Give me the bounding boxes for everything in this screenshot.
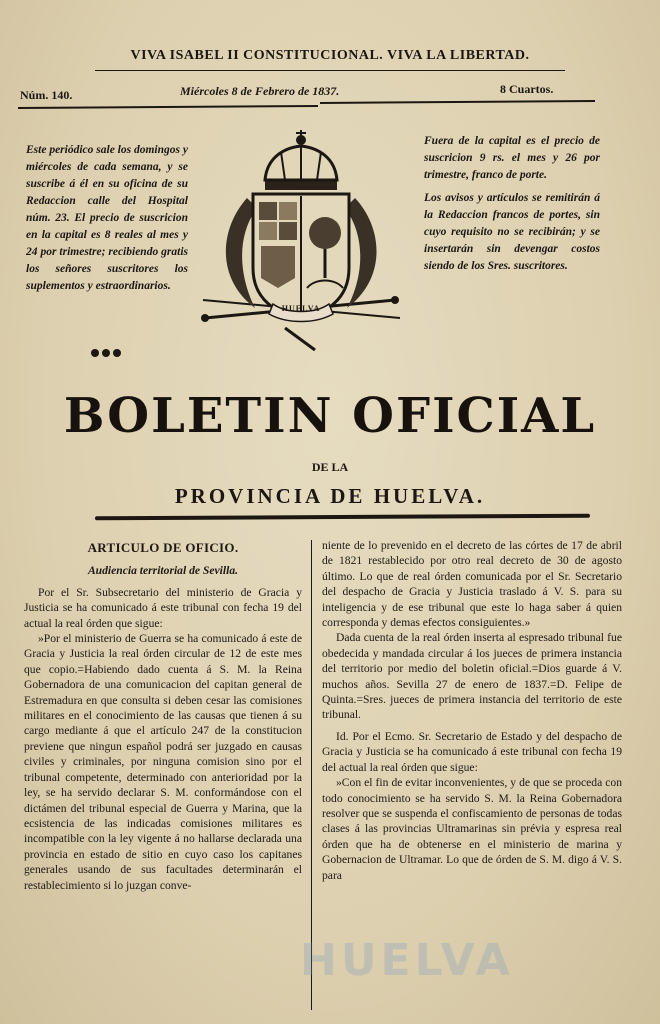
right-paragraph-4: »Con el fin de evitar inconvenientes, y de que se proceda con todo conocimiento se ha servido S. M. la Reina Gobernadora resolver que se suspenda el confiscamiento de personas de todas clases á las provincias Ultramarinas sin prévia y espresa real órden que ha de obtenerse en el ministerio de marina y Gobernacion de Ultramar. Lo que de órden de S. M. digo á V. S. para bbox=[322, 776, 622, 882]
subscription-notice-right bbox=[424, 133, 600, 275]
coat-of-arms-icon bbox=[195, 128, 405, 358]
notice-right-paragraph-2: Los avisos y artículos se remitirán á la Redaccion francos de portes, sin cuyo requisito no se recibirán; y se insertarán sin devengar costos siendo de los Sres. suscritores. bbox=[424, 192, 600, 272]
ornament-dots-icon bbox=[90, 347, 124, 359]
issue-number: Núm. 140. bbox=[20, 88, 73, 102]
title-rule bbox=[95, 514, 590, 521]
left-paragraph-2: »Por el ministerio de Guerra se ha comunicado á este de Gracia y Justicia la real órden circular de 12 de este mes que copio.=Habiendo dado cuenta á S. M. la Reina Gobernadora de una comunicacion del capitan general de Estremadura en que consulta si deben cesar las comisiones militares en el conocimiento de las causas que tienen á su cargo mediante á que el artículo 247 de la constitucion previene que ningun español podrá ser juzgado en causas civiles y criminales, por ninguna comision sino por el tribunal competente, determinado con anterioridad por la ley, se ha servido declarar S. M. conformándose con el dictámen del tribunal especial de Guerra y Marina, que la ecsistencia de las indicadas comisiones militares es incompatible con la ley vigente á no hallarse declarada una provincia en estado de sitio en cuyo caso los capitanes generales usando de sus facultades determinarán el restablecimiento si lo juzgan conve- bbox=[24, 632, 302, 892]
article-subheading: Audiencia territorial de Sevilla. bbox=[87, 564, 239, 578]
title-connector: DE LA bbox=[311, 460, 349, 474]
subscription-notice-left bbox=[26, 142, 188, 295]
coat-of-arms-banner: HUELVA bbox=[281, 304, 321, 313]
notice-right-paragraph-1: Fuera de la capital es el precio de suscricion 9 rs. el mes y 26 por trimestre, franco de porte. bbox=[424, 135, 600, 181]
header-rule-right bbox=[320, 100, 595, 104]
motto-rule bbox=[95, 70, 565, 71]
subscription-notice-left-text: Este periódico sale los domingos y miércoles de cada semana, y se suscribe á él en su oficina de su Redaccion calle del Hospital núm. 23. El precio de suscricion en la capital es 8 reales al mes y 24 por trimestre; recibiendo gratis los señores suscritores los suplementos y estraordinarios. bbox=[26, 144, 188, 292]
right-column bbox=[322, 538, 622, 883]
right-paragraph-2: Dada cuenta de la real órden inserta al espresado tribunal fue obedecida y mandada circular á los jueces de primera instancia del territorio por medio del boletin oficial.=Dios guarde á V. muchos años. Sevilla 27 de enero de 1837.=D. Felipe de Quinta.=Sres. jueces de primera instancia del territorio de este tribunal. bbox=[322, 631, 622, 722]
masthead-motto: VIVA ISABEL II CONSTITUCIONAL. VIVA LA LIBERTAD. bbox=[130, 48, 530, 63]
ornament-dots bbox=[90, 344, 124, 363]
newspaper-title: BOLETIN OFICIAL bbox=[63, 388, 597, 444]
issue-price: 8 Cuartos. bbox=[500, 82, 554, 96]
left-column bbox=[24, 540, 302, 893]
article-heading: ARTICULO DE OFICIO. bbox=[87, 540, 239, 555]
province-name: PROVINCIA DE HUELVA. bbox=[174, 484, 486, 508]
right-paragraph-3: Id. Por el Ecmo. Sr. Secretario de Estado y del despacho de Gracia y Justicia se ha comunicado á este tribunal con fecha 19 del actual la real órden que sigue: bbox=[322, 729, 622, 774]
left-paragraph-1: Por el Sr. Subsecretario del ministerio de Gracia y Justicia se ha comunicado á este tribunal con fecha 19 del actual la real órden que sigue: bbox=[24, 585, 302, 630]
library-watermark: HUELVA bbox=[300, 935, 514, 986]
coat-of-arms bbox=[195, 128, 405, 358]
right-paragraph-1: niente de lo prevenido en el decreto de las córtes de 17 de abril de 1821 restablecido por otro real decreto de 30 de agosto último. Lo que de real órden comunicada por el Sr. Secretario del despacho de Gracia y Justicia traslado á V. S. para su inteligencia y de ese tribunal que este lo haga saber á quien corresponda y demas efectos consiguientes.» bbox=[322, 539, 622, 630]
header-rule-left bbox=[18, 105, 318, 109]
issue-date: Miércoles 8 de Febrero de 1837. bbox=[180, 84, 340, 98]
